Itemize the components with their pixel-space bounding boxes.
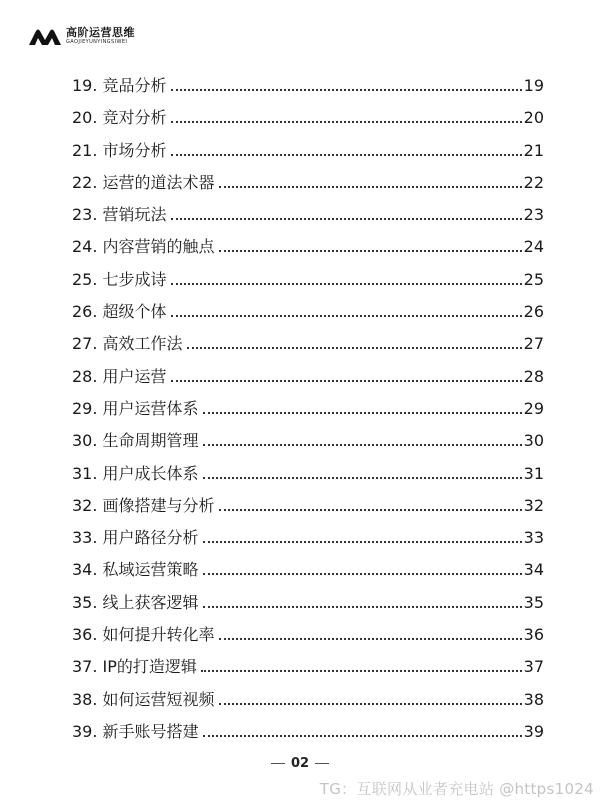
toc-entry-title: 23. 营销玩法 <box>72 205 167 225</box>
toc-entry[interactable] <box>72 684 544 716</box>
toc-leader-dots <box>219 186 522 188</box>
toc-entry-page: 39 <box>523 721 544 741</box>
toc-entry-page: 21 <box>523 140 544 160</box>
toc-entry-title: 35. 线上获客逻辑 <box>72 592 199 612</box>
toc-leader-dots <box>203 573 522 575</box>
toc-entry[interactable] <box>72 619 544 651</box>
toc-entry[interactable] <box>72 587 544 619</box>
toc-entry-page: 37 <box>523 657 544 677</box>
toc-entry-title: 38. 如何运营短视频 <box>72 689 215 709</box>
toc-entry-title: 30. 生命周期管理 <box>72 431 199 451</box>
toc-entry[interactable] <box>72 393 544 425</box>
toc-leader-dots <box>219 638 522 640</box>
toc-entry[interactable] <box>72 231 544 263</box>
logo-subtitle: GAOJIEYUNYINGSIWEI <box>66 39 128 45</box>
toc-entry-title: 22. 运营的道法术器 <box>72 172 215 192</box>
toc-entry[interactable] <box>72 102 544 134</box>
toc-entry-title: 31. 用户成长体系 <box>72 463 199 483</box>
toc-entry-page: 25 <box>523 269 544 289</box>
toc-entry-title: 34. 私域运营策略 <box>72 560 199 580</box>
mountain-logo-icon <box>28 26 62 46</box>
toc-leader-dots <box>203 606 522 608</box>
toc-entry-page: 31 <box>523 463 544 483</box>
table-of-contents <box>72 70 544 748</box>
toc-entry-page: 30 <box>523 431 544 451</box>
page-number-dash-left <box>271 763 285 764</box>
toc-entry[interactable] <box>72 554 544 586</box>
toc-entry-page: 23 <box>523 205 544 225</box>
toc-entry-page: 29 <box>523 398 544 418</box>
toc-entry[interactable] <box>72 167 544 199</box>
logo-title: 高阶运营思维 <box>66 26 135 39</box>
toc-entry-page: 20 <box>523 108 544 128</box>
toc-entry[interactable] <box>72 651 544 683</box>
toc-leader-dots <box>203 735 522 737</box>
toc-leader-dots <box>201 670 522 672</box>
toc-entry-title: 24. 内容营销的触点 <box>72 237 215 257</box>
toc-entry[interactable] <box>72 296 544 328</box>
toc-entry[interactable] <box>72 522 544 554</box>
toc-entry-title: 25. 七步成诗 <box>72 269 167 289</box>
toc-entry[interactable] <box>72 425 544 457</box>
toc-entry-page: 38 <box>523 689 544 709</box>
toc-entry-title: 26. 超级个体 <box>72 302 167 322</box>
toc-entry[interactable] <box>72 458 544 490</box>
toc-entry[interactable] <box>72 264 544 296</box>
toc-entry-title: 20. 竞对分析 <box>72 108 167 128</box>
toc-entry[interactable] <box>72 490 544 522</box>
toc-leader-dots <box>203 444 522 446</box>
toc-entry-page: 35 <box>523 592 544 612</box>
toc-leader-dots <box>171 154 522 156</box>
toc-leader-dots <box>203 477 522 479</box>
toc-leader-dots <box>219 703 522 705</box>
toc-entry-title: 21. 市场分析 <box>72 140 167 160</box>
toc-entry-page: 36 <box>523 625 544 645</box>
toc-leader-dots <box>171 89 522 91</box>
toc-entry-page: 22 <box>523 172 544 192</box>
toc-entry-page: 33 <box>523 528 544 548</box>
toc-entry[interactable] <box>72 328 544 360</box>
toc-entry-page: 24 <box>523 237 544 257</box>
page-number <box>0 756 600 771</box>
page-number-value: 02 <box>290 756 310 771</box>
toc-entry-title: 33. 用户路径分析 <box>72 528 199 548</box>
toc-entry-page: 34 <box>523 560 544 580</box>
toc-entry-page: 28 <box>523 366 544 386</box>
page-number-dash-right <box>315 763 329 764</box>
toc-leader-dots <box>171 283 522 285</box>
toc-leader-dots <box>171 218 522 220</box>
toc-entry-title: 32. 画像搭建与分析 <box>72 495 215 515</box>
toc-leader-dots <box>171 315 522 317</box>
toc-leader-dots <box>187 347 522 349</box>
toc-entry[interactable] <box>72 361 544 393</box>
toc-entry-page: 32 <box>523 495 544 515</box>
toc-entry-page: 19 <box>523 76 544 95</box>
toc-entry-title: 37. IP的打造逻辑 <box>72 657 197 677</box>
toc-entry-page: 26 <box>523 302 544 322</box>
toc-entry-title: 36. 如何提升转化率 <box>72 625 215 645</box>
toc-leader-dots <box>171 380 522 382</box>
toc-leader-dots <box>219 250 522 252</box>
watermark-text: TG：互联网从业者充电站 @https1024 <box>319 780 594 798</box>
brand-logo <box>28 26 135 46</box>
toc-leader-dots <box>203 541 522 543</box>
toc-entry[interactable] <box>72 716 544 748</box>
toc-leader-dots <box>219 509 522 511</box>
toc-entry-title: 19. 竞品分析 <box>72 76 167 95</box>
toc-leader-dots <box>203 412 522 414</box>
toc-entry-title: 28. 用户运营 <box>72 366 167 386</box>
toc-entry[interactable] <box>72 199 544 231</box>
toc-entry-title: 39. 新手账号搭建 <box>72 721 199 741</box>
toc-entry-page: 27 <box>523 334 544 354</box>
toc-entry-title: 27. 高效工作法 <box>72 334 183 354</box>
toc-entry[interactable] <box>72 135 544 167</box>
toc-leader-dots <box>171 121 522 123</box>
toc-entry-title: 29. 用户运营体系 <box>72 398 199 418</box>
toc-entry[interactable] <box>72 70 544 102</box>
